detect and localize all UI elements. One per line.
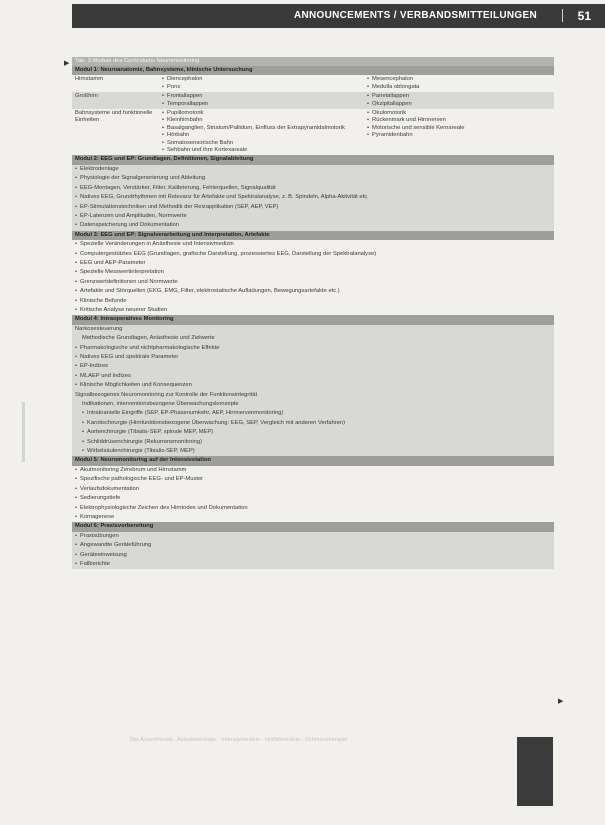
list-item: [72, 551, 554, 560]
list-item-text: Narkosesteuerung: [75, 325, 123, 332]
list-item-text: • Spezielle Veränderungen in Anästhesie und Intensivmedizin: [75, 241, 234, 247]
list-item: [72, 419, 554, 428]
list-item-text: • Spezielle Messwertinterpretation: [75, 269, 164, 275]
list-item: [72, 334, 554, 343]
curriculum-table: [72, 57, 554, 569]
list-item: • Temporallappen: [161, 101, 366, 108]
list-item: [72, 221, 554, 230]
row-column-2: [366, 76, 551, 91]
list-item: [72, 485, 554, 494]
list-item: [72, 428, 554, 437]
row-column-2: [366, 93, 551, 108]
list-item-text: • Angewandte Geräteführung: [75, 542, 151, 548]
list-item: [72, 344, 554, 353]
list-item: • Diencephalon: [161, 76, 366, 83]
arrow-right-icon: ▶: [64, 60, 70, 67]
table-row: [72, 109, 554, 155]
list-item: • Okulomotorik: [366, 110, 551, 117]
list-item-text: • Natives EEG und spektrale Parameter: [75, 354, 178, 360]
footer-text: Der Anaesthesist · Anästhesiologie · Intensivmedizin · Notfallmedizin · Schmerztherapie: [130, 737, 348, 743]
list-item-text: • EEG-Montagen, Verstärker, Filter, Kalibrierung, Fehlerquellen, Signalqualität: [75, 185, 276, 191]
list-item: [72, 438, 554, 447]
list-item: [72, 447, 554, 456]
list-item-text: • Kritische Analyse neuerer Studien: [75, 307, 167, 313]
module-2-heading: [72, 155, 554, 164]
list-item-text: • MLAEP und Indizes: [75, 373, 131, 379]
module-heading-text: Modul 4: Intraoperatives Monitoring: [75, 316, 174, 323]
list-item: [72, 278, 554, 287]
list-item-text: • EP-Stimulationstechniken und Methodik der Reizapplikation (SEP, AEP, VEP): [75, 204, 278, 210]
list-item: [72, 203, 554, 212]
list-item: [72, 297, 554, 306]
list-item-text: • Intrakranielle Eingriffe (SEP, EP-Phasenumkehr, AEP, Hirnnervenmonitoring): [82, 410, 283, 416]
row-label: Bahnsysteme und funktionelle Einheiten: [75, 110, 153, 124]
list-item: [72, 184, 554, 193]
list-item-text: • Grenzwertdefinitionen und Normwerte: [75, 279, 178, 285]
page-number: 51: [577, 9, 591, 23]
list-item-text: • Physiologie der Signalgenerierung und Ableitung: [75, 175, 205, 181]
module-heading-text: Modul 2: EEG und EP: Grundlagen, Definitionen, Signalableitung: [75, 156, 254, 163]
list-item: • Rückenmark und Hirnnerven: [366, 117, 551, 124]
row-column-1: [161, 76, 366, 91]
list-item: • Pyramidenbahn: [366, 132, 551, 139]
list-item: [72, 325, 554, 334]
list-item-text: • Klinische Befunde: [75, 298, 126, 304]
list-item-text: • Aortenchirurgie (Tibialis-SEP, spinale MEP, MEP): [82, 429, 213, 435]
list-item-text: • Natives EEG, Grundrhythmen mit Relevanz für Artefakte und Spektralanalyse, z. B. Spindeln, Alpha-Aktivität etc.: [75, 194, 369, 200]
list-item: [72, 212, 554, 221]
list-item: • Frontallappen: [161, 93, 366, 100]
list-item: • Pons: [161, 84, 366, 91]
list-item: [72, 494, 554, 503]
list-item-text: • Pharmakologische und nichtpharmakologische Effekte: [75, 345, 219, 351]
list-item: • Medulla oblongata: [366, 84, 551, 91]
list-item-text: Methodische Grundlagen, Anästhesie und Zielwerte: [82, 335, 215, 342]
module-4-heading: [72, 315, 554, 324]
module-6-heading: [72, 522, 554, 531]
list-item-text: • Artefakte und Störquellen (EKG, EMG, Filter, elektrostatische Aufladungen, Bewegungsartefakte etc.): [75, 288, 340, 294]
list-item-text: • Komagenese: [75, 514, 114, 520]
list-item: [72, 353, 554, 362]
row-label: Hirnstamm: [75, 76, 104, 83]
list-item: [72, 372, 554, 381]
list-item-text: Signalbezogenes Neuromonitoring zur Kontrolle der Funktionsintegrität: [75, 391, 258, 398]
list-item: • Sehbahn und ihre Kortexareale: [161, 147, 366, 154]
list-item: [72, 532, 554, 541]
list-item-text: • Elektrodenlage: [75, 166, 119, 172]
module-heading-text: Modul 5: Neuromonitoring auf der Intensivstation: [75, 457, 211, 464]
list-item-text: • Geräteeinweisung: [75, 552, 127, 558]
module-heading-text: Modul 6: Praxisvorbereitung: [75, 523, 154, 530]
row-column-2: [366, 110, 551, 154]
list-item-text: • Praxisübungen: [75, 533, 119, 539]
list-item-text: Indikationen, interventionsbezogene Überwachungskonzepte: [82, 401, 239, 408]
module-1-heading: [72, 66, 554, 75]
module-4-items: [72, 325, 554, 457]
list-item: [72, 541, 554, 550]
list-item-text: • EP-Indizes: [75, 363, 108, 369]
list-item: [72, 240, 554, 249]
list-item: • Okzipitallappen: [366, 101, 551, 108]
list-item: [72, 466, 554, 475]
page-edge-mark: [22, 402, 25, 462]
list-item: [72, 306, 554, 315]
list-item-text: • Spezifische pathologische EEG- und EP-Muster: [75, 476, 203, 482]
list-item: [72, 391, 554, 400]
list-item: [72, 409, 554, 418]
list-item-text: • EEG und AEP-Parameter: [75, 260, 145, 266]
row-column-1: [161, 110, 366, 154]
list-item-text: • Sedierungstiefe: [75, 495, 120, 501]
list-item-text: • Akutmonitoring Zerebrum und Hirnstamm: [75, 467, 186, 473]
list-item: [72, 165, 554, 174]
list-item: [72, 259, 554, 268]
sidebar-tab: [517, 737, 553, 806]
list-item: [72, 475, 554, 484]
module-5-heading: [72, 456, 554, 465]
list-item: • Basalganglien, Striatum/Pallidum, Einfluss der Extrapyramidalmotorik: [161, 125, 366, 132]
list-item: [72, 250, 554, 259]
module-3-heading: [72, 231, 554, 240]
list-item: • Mesencephalon: [366, 76, 551, 83]
module-heading-text: Modul 1: Neuroanatomie, Bahnsysteme, klinische Untersuchung: [75, 67, 253, 73]
table-row: [72, 75, 554, 92]
list-item-text: • Computergestütztes EEG (Grundlagen, grafische Darstellung, prozessiertes EEG, Darstellung der Spektralanalyse): [75, 251, 376, 257]
row-column-1: [161, 93, 366, 108]
list-item: [72, 268, 554, 277]
table-caption-text: Tab. 3 Module des Curriculums Neuromonitoring: [75, 58, 200, 64]
list-item: • Motorische und sensible Kernareale: [366, 125, 551, 132]
module-1-rows: [72, 75, 554, 155]
list-item: [72, 287, 554, 296]
header-title: ANNOUNCEMENTS / VERBANDSMITTEILUNGEN: [293, 10, 537, 21]
row-label: Großhirn: [75, 93, 98, 100]
list-item: [72, 504, 554, 513]
list-item: [72, 362, 554, 371]
module-5-items: [72, 466, 554, 522]
list-item-text: • Klinische Möglichkeiten und Konsequenzen: [75, 382, 192, 388]
table-caption: [72, 57, 554, 66]
module-2-items: [72, 165, 554, 231]
arrow-right-icon: ▶: [558, 698, 564, 705]
list-item: • Hörbahn: [161, 132, 366, 139]
list-item-text: • Wirbelsäulenchirurgie (Tibialis-SEP, MEP): [82, 448, 195, 454]
list-item: [72, 193, 554, 202]
list-item-text: • Schilddrüsenchirurgie (Rekurrensmonitoring): [82, 439, 202, 445]
list-item-text: • Fallberichte: [75, 561, 110, 567]
page-header: [72, 4, 605, 28]
list-item: • Somatosensorische Bahn: [161, 140, 366, 147]
table-row: [72, 92, 554, 109]
list-item-text: • Datenspeicherung und Dokumentation: [75, 222, 179, 228]
list-item-text: • EP-Latenzen und Amplituden, Normwerte: [75, 213, 187, 219]
list-item: [72, 513, 554, 522]
list-item: [72, 560, 554, 569]
list-item-text: • Elektrophysiologische Zeichen des Hirntodes und Dokumentation: [75, 505, 248, 511]
list-item: [72, 381, 554, 390]
list-item: [72, 400, 554, 409]
page-footer: [130, 737, 515, 743]
module-3-items: [72, 240, 554, 315]
list-item: [72, 174, 554, 183]
list-item: • Parietallappen: [366, 93, 551, 100]
header-separator: [562, 9, 563, 22]
list-item-text: • Karotischirurgie (Hirnfunktionsbezogene Überwachung: EEG, SEP, Vergleich mit anderen Verfahren): [82, 420, 345, 426]
list-item: • Kleinhirnbahn: [161, 117, 366, 124]
module-6-items: [72, 532, 554, 570]
list-item-text: • Verlaufsdokumentation: [75, 486, 139, 492]
module-heading-text: Modul 3: EEG und EP: Signalverarbeitung und Interpretation, Artefakte: [75, 231, 270, 238]
list-item: • Pupillomotorik: [161, 110, 366, 117]
